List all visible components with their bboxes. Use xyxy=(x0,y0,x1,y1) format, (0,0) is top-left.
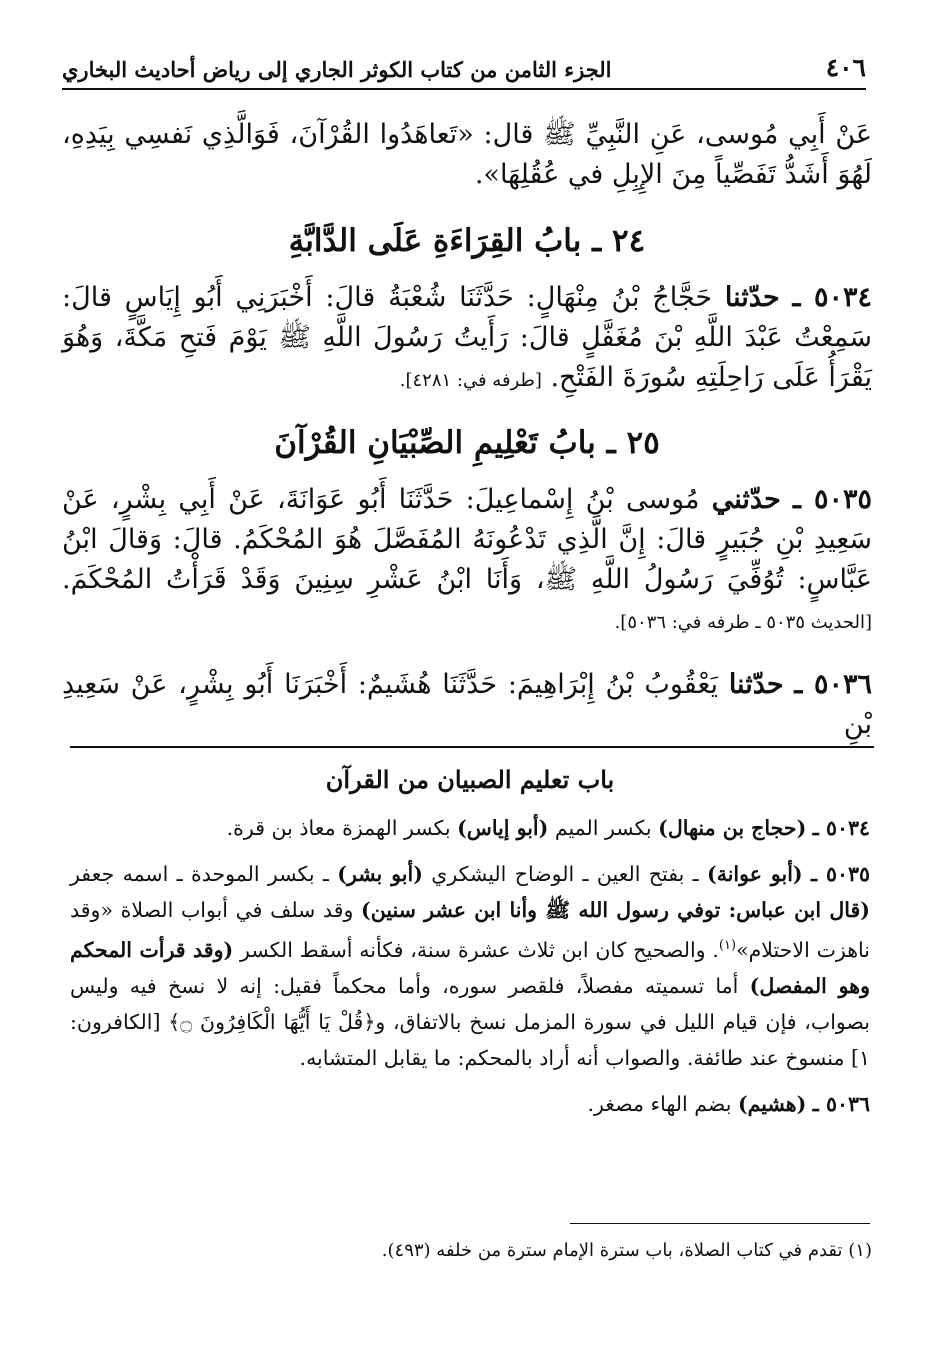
commentary-number: ٥٠٣٤ ـ xyxy=(812,816,870,840)
page-header xyxy=(62,50,866,90)
commentary-text: بكسر الهمزة معاذ بن قرة. xyxy=(226,816,451,840)
commentary-divider xyxy=(70,746,874,748)
hadith-5035-block xyxy=(62,480,872,643)
commentary-text: أما تسميته مفصلاً، فلقصر سوره، وأما محكماً فقيل: إنه لا نسخ فيه وليس بصواب، فإن قيام الليل في سورة المزمل نسخ بالاتفاق، و﴿قُلْ يَا أَيُّهَا الْكَافِرُونَ ۝﴾ [الكافرون: ١] منسوخ عند طائفة. والصواب أنه أراد بالمحكم: ما يقابل المتشابه. xyxy=(70,973,870,1070)
footnote xyxy=(70,1240,872,1261)
hadith-5035 xyxy=(62,480,872,643)
chapter-24-title: ٢٤ ـ بابُ القِرَاءَةِ عَلَى الدَّابَّةِ xyxy=(288,223,646,259)
commentary-text: . والصحيح كان ابن ثلاث عشرة سنة، فكأنه أسقط الكسر xyxy=(240,937,719,962)
commentary-term: (قال ابن عباس: توفي رسول الله ﷺ وأنا ابن عشر سنين) xyxy=(361,898,870,922)
commentary-title: باب تعليم الصبيان من القرآن xyxy=(325,765,615,794)
footnote-marker: (١) xyxy=(718,938,737,953)
running-title: الجزء الثامن من كتاب الكوثر الجاري إلى رياض أحاديث البخاري xyxy=(62,57,612,82)
hadith-lead: حدّثني xyxy=(711,484,781,515)
hadith-text: حَجَّاجُ بْنُ مِنْهَالٍ: حَدَّثَنَا شُعْبَةُ قالَ: أَخْبَرَنِي أَبُو إِيَاسٍ قالَ: سَمِعْتُ عَبْدَ اللَّهِ بْنَ مُغَفَّلٍ قالَ: رَأَيتُ رَسُولَ اللَّهِ ﷺ يَوْمَ فَتحِ مَكَّةَ، وَهُوَ يَقْرَأُ عَلَى رَاحِلَتِهِ سُورَةَ الفَتْحِ. xyxy=(62,282,872,393)
commentary-text: ـ بفتح العين ـ الوضاح اليشكري xyxy=(431,862,699,886)
commentary-5036 xyxy=(70,1086,870,1122)
cross-reference: [الحديث ٥٠٣٥ ـ طرفه في: ٥٠٣٦]. xyxy=(614,612,872,633)
commentary-text: وقد سلف في أبواب الصلاة «وقد ناهزت الاحتلام» xyxy=(70,898,870,962)
hadith-5036-block xyxy=(62,665,872,745)
commentary-term: (هشيم) xyxy=(737,1091,807,1116)
commentary-term: (أبو بشر) xyxy=(337,862,423,886)
chapter-25-block xyxy=(62,425,872,461)
commentary-term: (أبو عوانة) xyxy=(707,862,803,886)
commentary-text: بكسر الميم xyxy=(554,816,652,840)
commentary-term: (أبو إياس) xyxy=(457,816,549,840)
footnote-text: تقدم في كتاب الصلاة، باب سترة الإمام سترة من خلفه (٤٩٣). xyxy=(381,1240,843,1261)
commentary-text: بضم الهاء مصغر. xyxy=(587,1091,732,1116)
commentary-term: (وقد قرأت المحكم وهو المفصل) xyxy=(70,937,870,998)
intro-hadith-text: عَنْ أَبِي مُوسى، عَنِ النَّبِيِّ ﷺ قال: «تَعاهَدُوا القُرْآنَ، فَوَالَّذِي نَفسِي بِيَدِهِ، لَهُوَ أَشَدُّ تَفَصِّياً مِنَ الإِبِلِ في عُقُلِهَا». xyxy=(62,119,872,190)
chapter-25-title: ٢٥ ـ بابُ تَعْلِيمِ الصِّبْيَانِ القُرْآنَ xyxy=(274,425,660,461)
commentary-number: ٥٠٣٦ ـ xyxy=(812,1091,870,1116)
hadith-5034-block xyxy=(62,278,872,401)
commentary-5035 xyxy=(70,856,870,1076)
intro-paragraph-block xyxy=(62,115,872,195)
footnote-divider xyxy=(570,1223,870,1224)
hadith-5034 xyxy=(62,278,872,401)
chapter-24-block xyxy=(62,223,872,259)
hadith-number: ٥٠٣٤ ـ xyxy=(792,282,872,313)
footnote-number: (١) xyxy=(848,1240,872,1261)
page-number: ٤٠٦ xyxy=(825,53,866,82)
cross-reference: [طرفه في: ٤٢٨١]. xyxy=(399,370,542,391)
hadith-lead: حدّثنا xyxy=(724,282,780,313)
hadith-number: ٥٠٣٥ ـ xyxy=(793,484,872,515)
commentary-section xyxy=(70,765,870,1132)
commentary-number: ٥٠٣٥ ـ xyxy=(810,862,870,886)
commentary-term: (حجاج بن منهال) xyxy=(658,816,807,840)
commentary-5034 xyxy=(70,810,870,846)
hadith-lead: حدّثنا xyxy=(728,669,784,700)
hadith-text: مُوسى بْنُ إِسْماعِيلَ: حَدَّثَنَا أَبُو عَوَانَةَ، عَنْ أَبِي بِشْرٍ، عَنْ سَعِيدِ بْنِ جُبَيرٍ قالَ: إِنَّ الَّذِي تَدْعُونَهُ المُفَصَّلَ هُوَ المُحْكَمُ. قالَ: وَقالَ ابْنُ عَبَّاسٍ: تُوُفِّيَ رَسُولُ اللَّهِ ﷺ، وَأَنَا ابْنُ عَشْرِ سِنِينَ وَقَدْ قَرَأْتُ المُحْكَمَ. xyxy=(62,484,872,595)
hadith-number: ٥٠٣٦ ـ xyxy=(794,669,872,700)
commentary-text: ـ بكسر الموحدة ـ اسمه جعفر xyxy=(70,862,329,886)
hadith-5036 xyxy=(62,665,872,745)
hadith-text: يَعْقُوبُ بْنُ إِبْرَاهِيمَ: حَدَّثَنَا هُشَيمٌ: أَخْبَرَنَا أَبُو بِشْرٍ، عَنْ سَعِيدِ بْنِ xyxy=(62,669,872,740)
